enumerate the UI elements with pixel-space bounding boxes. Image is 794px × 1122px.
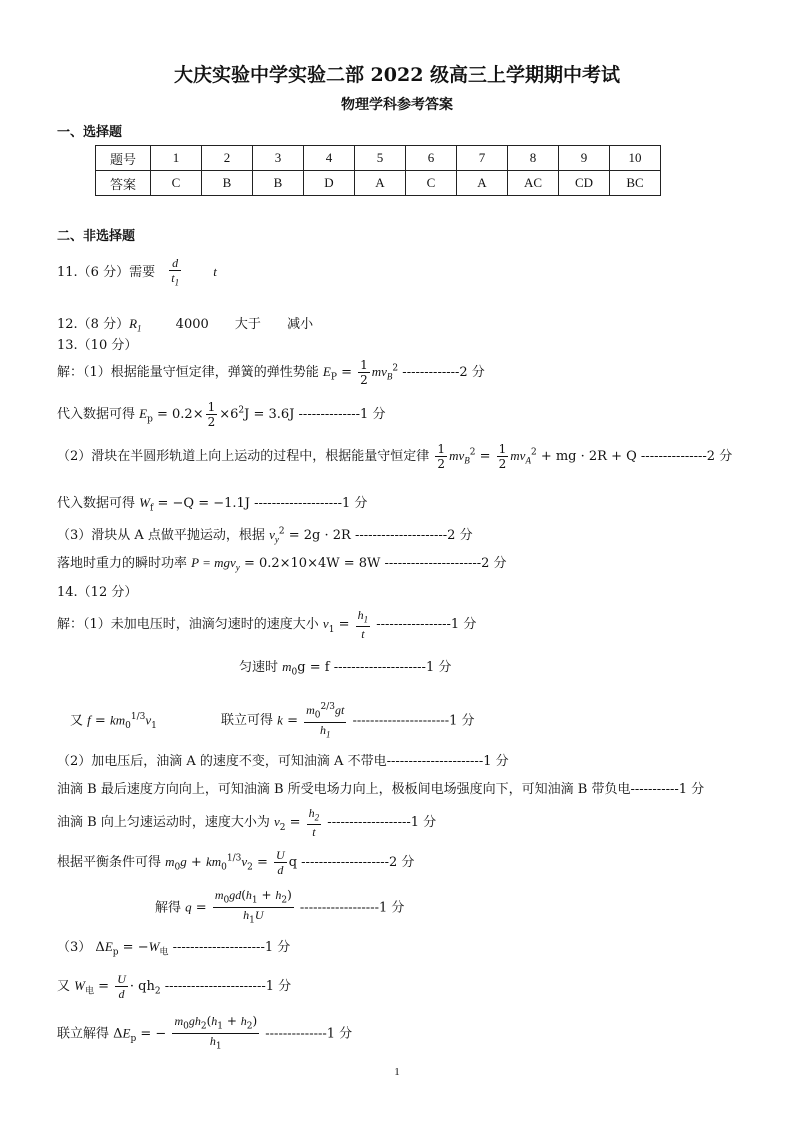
table-cell-answer: A <box>355 171 406 196</box>
table-row-answers <box>96 171 661 196</box>
page-title: 大庆实验中学实验二部 2022 级高三上学期期中考试 <box>173 64 621 86</box>
q12-r: $R_1$ <box>129 316 142 334</box>
q14-heading: 14.（12 分） <box>57 585 138 600</box>
q12-value-2: 大于 <box>234 317 261 332</box>
q14-line-9: （3） $\Delta E_p = -W_电$ ---------------------1 分 <box>57 939 291 958</box>
table-row-numbers <box>96 146 661 171</box>
table-cell-number: 4 <box>304 146 355 171</box>
section-heading-nonchoice: 二、非选择题 <box>57 229 136 244</box>
q11-fraction <box>169 256 181 289</box>
q11-numerator: d <box>169 256 181 271</box>
q14-line-11: 联立解得 $\Delta E_p$ = − $\frac{m_0gh_2(h_1 + h_2)}{h_1}$ --------------1 分 <box>57 1014 353 1052</box>
table-cell-answer: CD <box>559 171 610 196</box>
q12-value-3: 减小 <box>287 317 314 332</box>
table-cell-number: 6 <box>406 146 457 171</box>
table-cell-number: 2 <box>202 146 253 171</box>
table-cell-answer: D <box>304 171 355 196</box>
q12-line <box>57 313 313 334</box>
table-cell-number: 10 <box>610 146 661 171</box>
q14-line-7: 根据平衡条件可得 $m_0g + km_0^{1/3}v_2$ = $\frac{U}{d}$ q --------------------2 分 <box>57 848 415 877</box>
table-cell-number: 5 <box>355 146 406 171</box>
page-subtitle: 物理学科参考答案 <box>341 97 453 113</box>
table-label-number: 题号 <box>96 146 151 171</box>
table-cell-number: 3 <box>253 146 304 171</box>
q14-line-6: 油滴 B 向上匀速运动时，速度大小为 $v_2$ = $\frac{h_2}{t}$ -------------------1 分 <box>57 806 437 840</box>
table-cell-number: 7 <box>457 146 508 171</box>
q13-heading: 13.（10 分） <box>57 338 138 353</box>
q12-prefix: 12.（8 分） <box>57 317 130 332</box>
q11-prefix: 11.（6 分）需要 <box>57 265 156 281</box>
q11-line <box>57 256 217 289</box>
q14-line-10: 又 $W_电$ = $\frac{U}{d}$ · $qh_2$ -----------------------1 分 <box>57 972 292 1001</box>
q14-line-5: 油滴 B 最后速度方向向上，可知油滴 B 所受电场力向上，极板间电场强度向下，可知油滴 B 带负电-----------1 分 <box>57 782 705 797</box>
q14-line-3: 又 $f = km_0^{1/3}v_1$ 联立可得 k = $\frac{m_0^{2/3}gt}{h_1}$ ----------------------1 分 <box>70 702 475 740</box>
table-cell-answer: C <box>151 171 202 196</box>
q14-line-1: 解：（1）未加电压时，油滴匀速时的速度大小 $v_1$ = $\frac{h_1}{t}$ -----------------1 分 <box>57 608 477 642</box>
q14-line-2: 匀速时 $m_0g = f$ ---------------------1 分 <box>239 659 452 678</box>
q11-answer-t: t <box>213 264 217 280</box>
q13-line-6: 落地时重力的瞬时功率 P = mgv$_y$ = 0.2×10×4W = 8W ----------------------2 分 <box>57 555 507 573</box>
table-cell-answer: B <box>202 171 253 196</box>
answer-table <box>95 145 661 196</box>
table-cell-number: 9 <box>559 146 610 171</box>
table-cell-answer: C <box>406 171 457 196</box>
q14-line-4: （2）加电压后，油滴 A 的速度不变，可知油滴 A 不带电----------------------1 分 <box>57 754 509 769</box>
table-cell-number: 8 <box>508 146 559 171</box>
q13-line-2: 代入数据可得 $E_p = 0.2\times$ $\frac{1}{2}$ $\times 6^2J = 3.6J$ --------------1 分 <box>57 400 386 429</box>
q11-denominator: $t_1$ <box>171 271 180 288</box>
table-cell-number: 1 <box>151 146 202 171</box>
page-number: 1 <box>394 1066 400 1078</box>
q13-line-5: （3）滑块从 A 点做平抛运动，根据 $v_y^2 = 2g \cdot 2R$ ---------------------2 分 <box>57 526 473 545</box>
section-heading-choice: 一、选择题 <box>57 125 123 140</box>
table-cell-answer: B <box>253 171 304 196</box>
q13-line-1: 解：（1）根据能量守恒定律，弹簧的弹性势能 $E_P$ = $\frac{1}{2}$ $mv_B^2$ -------------2 分 <box>57 358 485 387</box>
table-label-answer: 答案 <box>96 171 151 196</box>
table-cell-answer: A <box>457 171 508 196</box>
q13-line-4: 代入数据可得 $W_f = -Q = -1.1J$ --------------------1 分 <box>57 495 368 514</box>
q14-line-8: 解得 q = $\frac{m_0gd(h_1 + h_2)}{h_1U}$ ------------------1 分 <box>155 888 405 926</box>
table-cell-answer: BC <box>610 171 661 196</box>
q12-value-1: 4000 <box>175 317 209 332</box>
q13-line-3: （2）滑块在半圆形轨道上向上运动的过程中，根据能量守恒定律 $\frac{1}{2}$ $mv_B^2$ = $\frac{1}{2}$ $mv_A^2$ + mg · 2R + Q ---------------2 分 <box>57 442 733 471</box>
table-cell-answer: AC <box>508 171 559 196</box>
